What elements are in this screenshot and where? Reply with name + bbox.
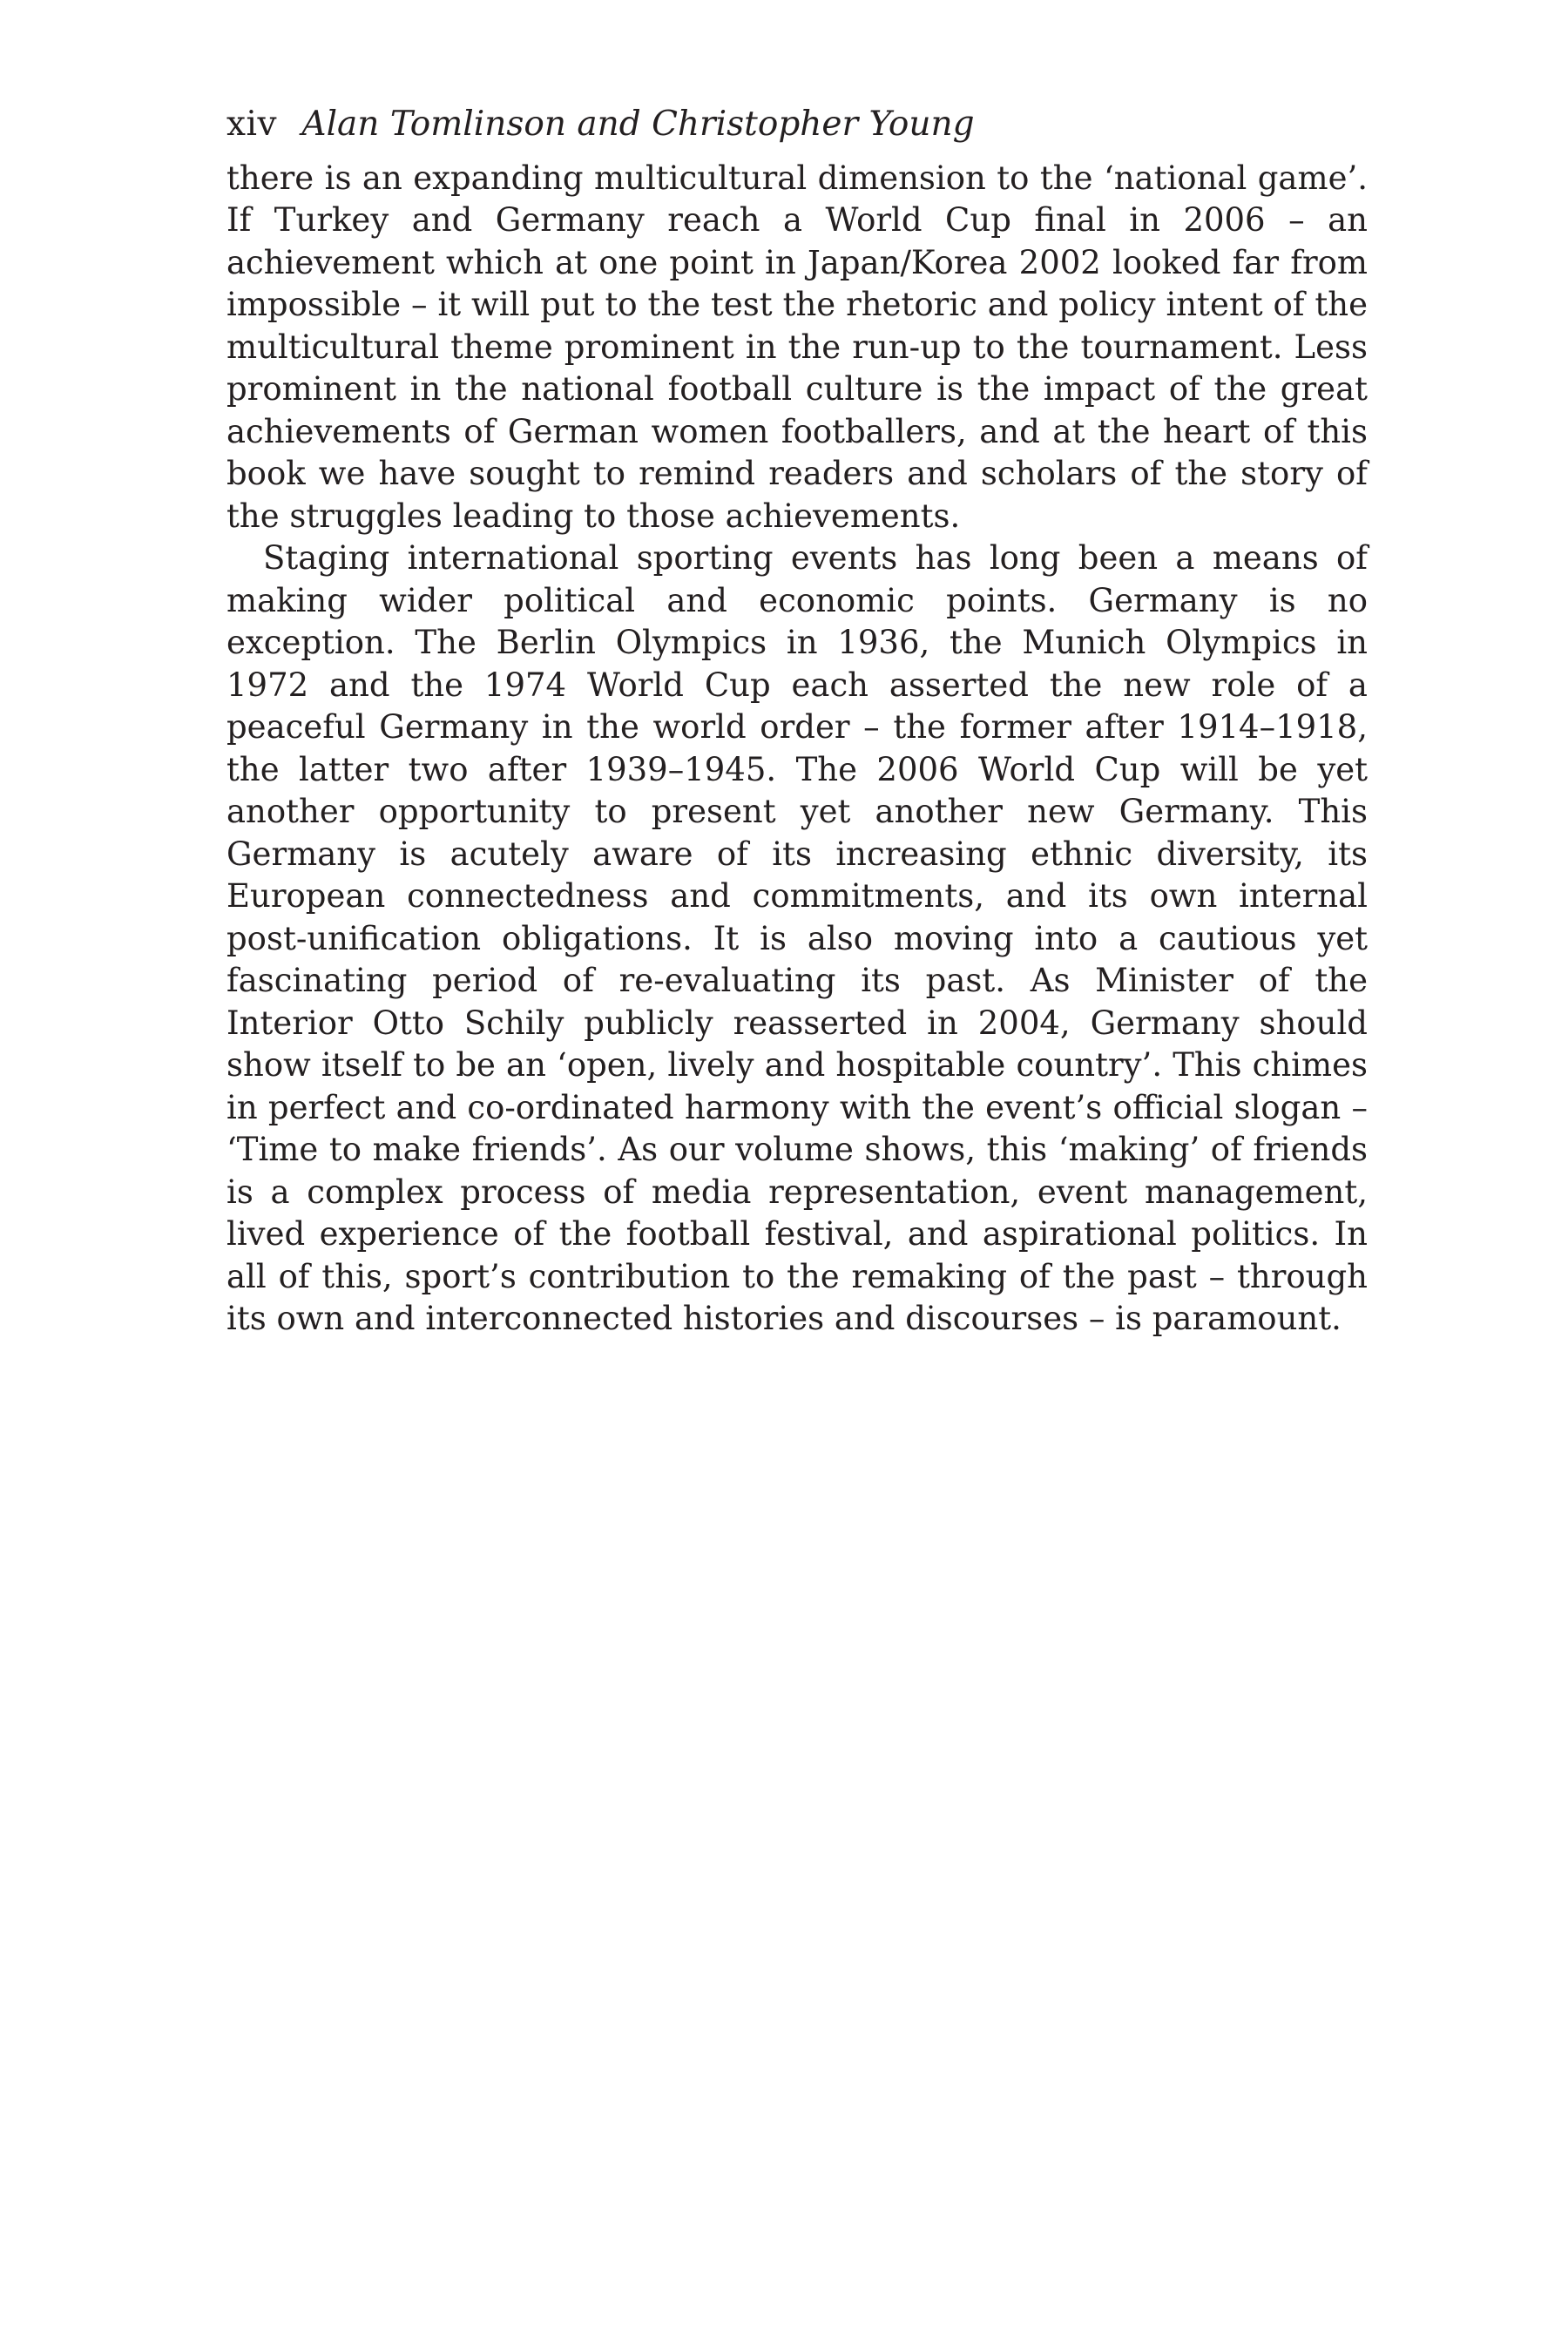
paragraph-2: Staging international sporting events has long been a means of making wider political and economic points. Germany is no exception. The Berlin Olympics in 1936, the Munich Olympics in 1972 and the 1974 World Cup each asserted the new role of a peaceful Germany in the world order – the former after 1914–1918, the latter two after 1939–1945. The 2006 World Cup will be yet another opportunity to present yet another new Germany. This Germany is acutely aware of its increasing ethnic diversity, its European connectedness and commitments, and its own internal post-unification obligations. It is also moving into a cautious yet fascinating period of re-evaluating its past. As Minister of the Interior Otto Schily publicly reasserted in 2004, Germany should show itself to be an ‘open, lively and hospitable country’. This chimes in perfect and co-ordinated harmony with the event’s official slogan – ‘Time to make friends’. As our volume shows, this ‘making’ of friends is a complex process of media representation, event management, lived experience of the football festival, and aspirational politics. In all of this, sport’s contribution to the remaking of the past – through its own and interconnected histories and discourses – is paramount. xyxy=(226,539,1368,1338)
page-number: xiv xyxy=(226,105,278,144)
book-page xyxy=(226,105,1368,1341)
running-head xyxy=(226,105,1368,145)
body-text xyxy=(226,158,1368,1341)
running-head-authors: Alan Tomlinson and Christopher Young xyxy=(301,105,975,144)
paragraph-1: there is an expanding multicultural dimension to the ‘national game’. If Turkey and Germany reach a World Cup final in 2006 – an achievement which at one point in Japan/Korea 2002 looked far from impossible – it will put to the test the rhetoric and policy intent of the multicultural theme prominent in the run-up to the tournament. Less prominent in the national football culture is the impact of the great achievements of German women footballers, and at the heart of this book we have sought to remind readers and scholars of the story of the struggles leading to those achievements. xyxy=(226,159,1368,535)
